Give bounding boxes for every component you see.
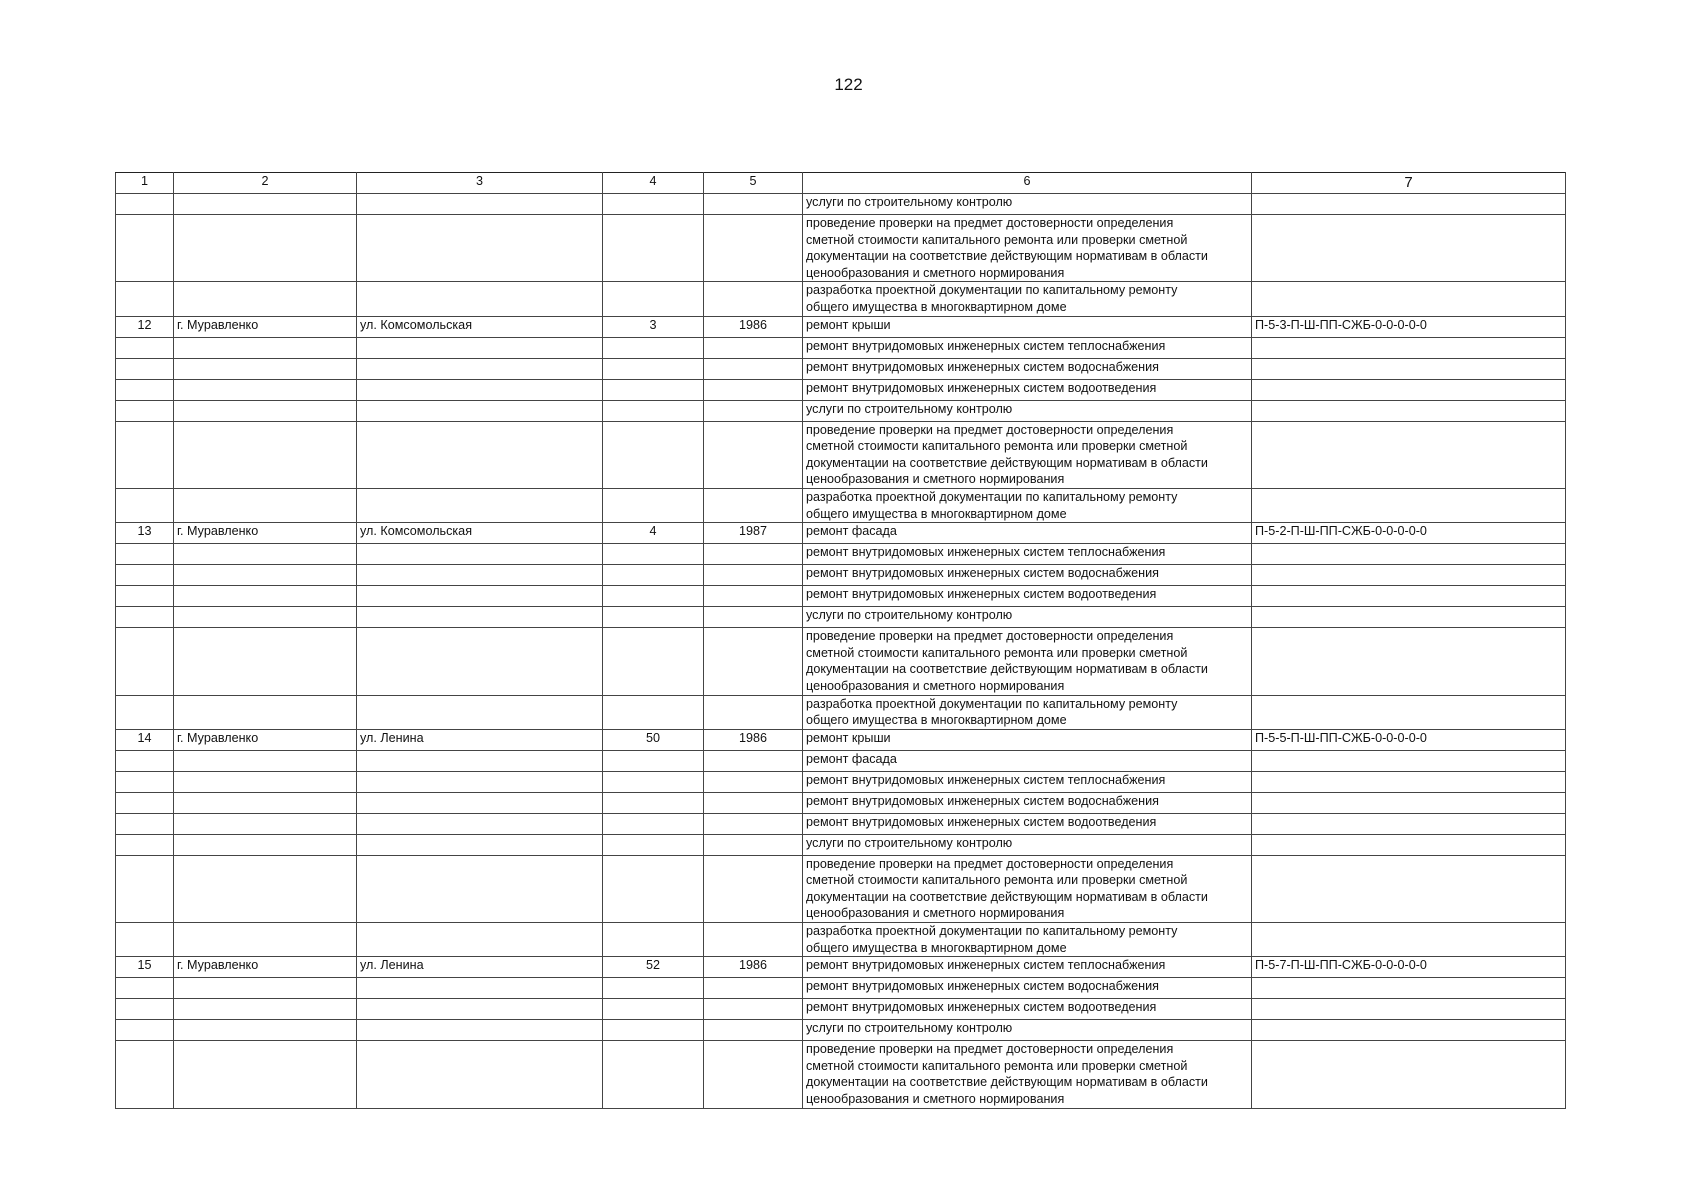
- house-number-cell: [603, 855, 704, 922]
- house-number-cell: 52: [603, 957, 704, 978]
- work-type-cell: услуги по строительному контролю: [803, 194, 1252, 215]
- work-type-cell: ремонт внутридомовых инженерных систем водоснабжения: [803, 358, 1252, 379]
- house-number-cell: [603, 813, 704, 834]
- house-code-cell: [1252, 282, 1566, 316]
- build-year-cell: [704, 750, 803, 771]
- build-year-cell: [704, 586, 803, 607]
- house-code-cell: [1252, 628, 1566, 695]
- work-type-cell: разработка проектной документации по капитальному ремонту общего имущества в многоквартирном доме: [803, 923, 1252, 957]
- house-number-cell: [603, 565, 704, 586]
- house-number-cell: [603, 488, 704, 522]
- city-cell: [174, 834, 357, 855]
- city-cell: [174, 628, 357, 695]
- header-row: [116, 173, 1566, 194]
- city-cell: [174, 607, 357, 628]
- city-cell: [174, 379, 357, 400]
- work-type-cell: ремонт внутридомовых инженерных систем теплоснабжения: [803, 544, 1252, 565]
- table-row: [116, 379, 1566, 400]
- street-cell: [357, 379, 603, 400]
- city-cell: [174, 544, 357, 565]
- table-row: [116, 400, 1566, 421]
- house-code-cell: [1252, 607, 1566, 628]
- house-code-cell: П-5-3-П-Ш-ПП-СЖБ-0-0-0-0-0: [1252, 316, 1566, 337]
- table-row: [116, 999, 1566, 1020]
- row-number-cell: 15: [116, 957, 174, 978]
- street-cell: [357, 607, 603, 628]
- row-number-cell: [116, 834, 174, 855]
- house-code-cell: [1252, 215, 1566, 282]
- work-type-cell: ремонт внутридомовых инженерных систем водоснабжения: [803, 792, 1252, 813]
- table-row: [116, 923, 1566, 957]
- house-number-cell: [603, 337, 704, 358]
- street-cell: [357, 628, 603, 695]
- street-cell: [357, 421, 603, 488]
- street-cell: ул. Ленина: [357, 729, 603, 750]
- city-cell: [174, 215, 357, 282]
- table-row: [116, 792, 1566, 813]
- build-year-cell: [704, 488, 803, 522]
- build-year-cell: 1987: [704, 523, 803, 544]
- row-number-cell: [116, 400, 174, 421]
- city-cell: [174, 282, 357, 316]
- table-row: [116, 565, 1566, 586]
- build-year-cell: 1986: [704, 316, 803, 337]
- row-number-cell: [116, 999, 174, 1020]
- city-cell: [174, 337, 357, 358]
- row-number-cell: [116, 421, 174, 488]
- street-cell: [357, 586, 603, 607]
- build-year-cell: [704, 999, 803, 1020]
- build-year-cell: [704, 978, 803, 999]
- city-cell: [174, 586, 357, 607]
- row-number-cell: [116, 923, 174, 957]
- house-number-cell: [603, 628, 704, 695]
- house-number-cell: [603, 586, 704, 607]
- row-number-cell: [116, 379, 174, 400]
- city-cell: [174, 978, 357, 999]
- row-number-cell: [116, 358, 174, 379]
- row-number-cell: [116, 978, 174, 999]
- work-type-cell: проведение проверки на предмет достоверности определения сметной стоимости капитального ремонта или проверки сметной документации на соответствие действующим нормативам в области ценообразования и сметного нормирования: [803, 215, 1252, 282]
- row-number-cell: [116, 215, 174, 282]
- table-row: [116, 194, 1566, 215]
- work-type-cell: проведение проверки на предмет достоверности определения сметной стоимости капитального ремонта или проверки сметной документации на соответствие действующим нормативам в области ценообразования и сметного нормирования: [803, 628, 1252, 695]
- work-type-cell: ремонт внутридомовых инженерных систем водоснабжения: [803, 978, 1252, 999]
- work-type-cell: услуги по строительному контролю: [803, 834, 1252, 855]
- table-row: [116, 771, 1566, 792]
- city-cell: [174, 421, 357, 488]
- work-type-cell: ремонт внутридомовых инженерных систем теплоснабжения: [803, 957, 1252, 978]
- city-cell: г. Муравленко: [174, 729, 357, 750]
- work-type-cell: услуги по строительному контролю: [803, 1020, 1252, 1041]
- house-number-cell: [603, 607, 704, 628]
- work-type-cell: услуги по строительному контролю: [803, 607, 1252, 628]
- table-row: [116, 544, 1566, 565]
- build-year-cell: 1986: [704, 957, 803, 978]
- table-row: [116, 855, 1566, 922]
- build-year-cell: [704, 792, 803, 813]
- street-cell: [357, 813, 603, 834]
- city-cell: [174, 813, 357, 834]
- house-code-cell: [1252, 544, 1566, 565]
- row-number-cell: [116, 628, 174, 695]
- street-cell: [357, 488, 603, 522]
- house-number-cell: [603, 695, 704, 729]
- row-number-cell: [116, 750, 174, 771]
- street-cell: [357, 1020, 603, 1041]
- table-row: [116, 978, 1566, 999]
- house-number-cell: 4: [603, 523, 704, 544]
- work-type-cell: ремонт внутридомовых инженерных систем водоотведения: [803, 813, 1252, 834]
- house-code-cell: [1252, 337, 1566, 358]
- house-code-cell: [1252, 400, 1566, 421]
- house-code-cell: [1252, 565, 1566, 586]
- column-header: 3: [357, 173, 603, 194]
- city-cell: [174, 1041, 357, 1108]
- street-cell: [357, 771, 603, 792]
- work-type-cell: разработка проектной документации по капитальному ремонту общего имущества в многоквартирном доме: [803, 695, 1252, 729]
- build-year-cell: [704, 1041, 803, 1108]
- table-row: [116, 729, 1566, 750]
- house-code-cell: [1252, 1020, 1566, 1041]
- city-cell: [174, 695, 357, 729]
- city-cell: г. Муравленко: [174, 316, 357, 337]
- street-cell: [357, 923, 603, 957]
- house-code-cell: [1252, 999, 1566, 1020]
- street-cell: [357, 855, 603, 922]
- city-cell: [174, 1020, 357, 1041]
- build-year-cell: 1986: [704, 729, 803, 750]
- table-row: [116, 421, 1566, 488]
- city-cell: [174, 855, 357, 922]
- build-year-cell: [704, 855, 803, 922]
- work-type-cell: услуги по строительному контролю: [803, 400, 1252, 421]
- build-year-cell: [704, 1020, 803, 1041]
- build-year-cell: [704, 813, 803, 834]
- table-row: [116, 215, 1566, 282]
- city-cell: [174, 400, 357, 421]
- work-type-cell: разработка проектной документации по капитальному ремонту общего имущества в многоквартирном доме: [803, 282, 1252, 316]
- house-code-cell: [1252, 750, 1566, 771]
- build-year-cell: [704, 544, 803, 565]
- row-number-cell: [116, 695, 174, 729]
- house-code-cell: [1252, 923, 1566, 957]
- row-number-cell: [116, 607, 174, 628]
- street-cell: ул. Ленина: [357, 957, 603, 978]
- table-row: [116, 337, 1566, 358]
- row-number-cell: [116, 855, 174, 922]
- street-cell: [357, 834, 603, 855]
- table-row: [116, 834, 1566, 855]
- house-code-cell: [1252, 358, 1566, 379]
- work-type-cell: ремонт внутридомовых инженерных систем теплоснабжения: [803, 337, 1252, 358]
- row-number-cell: 14: [116, 729, 174, 750]
- table-row: [116, 1041, 1566, 1108]
- street-cell: [357, 194, 603, 215]
- street-cell: [357, 400, 603, 421]
- house-number-cell: [603, 421, 704, 488]
- house-number-cell: [603, 978, 704, 999]
- build-year-cell: [704, 379, 803, 400]
- house-number-cell: [603, 999, 704, 1020]
- table-row: [116, 628, 1566, 695]
- table-row: [116, 813, 1566, 834]
- table-row: [116, 1020, 1566, 1041]
- city-cell: [174, 488, 357, 522]
- build-year-cell: [704, 695, 803, 729]
- row-number-cell: [116, 282, 174, 316]
- street-cell: [357, 544, 603, 565]
- house-code-cell: [1252, 379, 1566, 400]
- house-code-cell: П-5-7-П-Ш-ПП-СЖБ-0-0-0-0-0: [1252, 957, 1566, 978]
- street-cell: ул. Комсомольская: [357, 523, 603, 544]
- row-number-cell: [116, 771, 174, 792]
- city-cell: [174, 358, 357, 379]
- house-code-cell: [1252, 813, 1566, 834]
- house-number-cell: [603, 1020, 704, 1041]
- house-number-cell: [603, 544, 704, 565]
- work-type-cell: проведение проверки на предмет достоверности определения сметной стоимости капитального ремонта или проверки сметной документации на соответствие действующим нормативам в области ценообразования и сметного нормирования: [803, 1041, 1252, 1108]
- street-cell: [357, 695, 603, 729]
- house-number-cell: [603, 771, 704, 792]
- street-cell: [357, 999, 603, 1020]
- build-year-cell: [704, 358, 803, 379]
- row-number-cell: 13: [116, 523, 174, 544]
- house-number-cell: [603, 1041, 704, 1108]
- work-type-cell: ремонт внутридомовых инженерных систем теплоснабжения: [803, 771, 1252, 792]
- street-cell: [357, 1041, 603, 1108]
- column-header: 5: [704, 173, 803, 194]
- table-row: [116, 586, 1566, 607]
- house-number-cell: [603, 379, 704, 400]
- house-number-cell: [603, 750, 704, 771]
- city-cell: г. Муравленко: [174, 523, 357, 544]
- work-type-cell: разработка проектной документации по капитальному ремонту общего имущества в многоквартирном доме: [803, 488, 1252, 522]
- house-code-cell: [1252, 194, 1566, 215]
- city-cell: [174, 923, 357, 957]
- house-number-cell: [603, 282, 704, 316]
- street-cell: [357, 337, 603, 358]
- build-year-cell: [704, 607, 803, 628]
- house-number-cell: [603, 215, 704, 282]
- work-type-cell: ремонт крыши: [803, 316, 1252, 337]
- street-cell: [357, 215, 603, 282]
- house-number-cell: [603, 400, 704, 421]
- row-number-cell: [116, 565, 174, 586]
- column-header: 1: [116, 173, 174, 194]
- house-number-cell: 50: [603, 729, 704, 750]
- table-body: [116, 194, 1566, 1109]
- work-type-cell: ремонт внутридомовых инженерных систем водоотведения: [803, 586, 1252, 607]
- street-cell: [357, 792, 603, 813]
- street-cell: [357, 282, 603, 316]
- build-year-cell: [704, 282, 803, 316]
- column-header: 2: [174, 173, 357, 194]
- house-number-cell: [603, 792, 704, 813]
- work-type-cell: проведение проверки на предмет достоверности определения сметной стоимости капитального ремонта или проверки сметной документации на соответствие действующим нормативам в области ценообразования и сметного нормирования: [803, 855, 1252, 922]
- house-code-cell: [1252, 792, 1566, 813]
- street-cell: [357, 358, 603, 379]
- build-year-cell: [704, 194, 803, 215]
- row-number-cell: [116, 792, 174, 813]
- house-number-cell: [603, 834, 704, 855]
- house-number-cell: [603, 923, 704, 957]
- house-code-cell: [1252, 978, 1566, 999]
- house-number-cell: 3: [603, 316, 704, 337]
- build-year-cell: [704, 421, 803, 488]
- house-code-cell: [1252, 834, 1566, 855]
- street-cell: [357, 978, 603, 999]
- city-cell: [174, 194, 357, 215]
- row-number-cell: [116, 586, 174, 607]
- build-year-cell: [704, 215, 803, 282]
- house-number-cell: [603, 194, 704, 215]
- work-type-cell: ремонт фасада: [803, 750, 1252, 771]
- capital-repair-table: [115, 172, 1566, 1109]
- work-type-cell: ремонт внутридомовых инженерных систем водоснабжения: [803, 565, 1252, 586]
- row-number-cell: [116, 194, 174, 215]
- table-row: [116, 607, 1566, 628]
- table-row: [116, 316, 1566, 337]
- row-number-cell: [116, 488, 174, 522]
- table-row: [116, 488, 1566, 522]
- row-number-cell: [116, 1020, 174, 1041]
- house-code-cell: [1252, 1041, 1566, 1108]
- build-year-cell: [704, 834, 803, 855]
- table-row: [116, 957, 1566, 978]
- street-cell: [357, 565, 603, 586]
- work-type-cell: ремонт внутридомовых инженерных систем водоотведения: [803, 999, 1252, 1020]
- build-year-cell: [704, 771, 803, 792]
- table-row: [116, 282, 1566, 316]
- city-cell: [174, 771, 357, 792]
- build-year-cell: [704, 400, 803, 421]
- work-type-cell: ремонт фасада: [803, 523, 1252, 544]
- column-header: 4: [603, 173, 704, 194]
- build-year-cell: [704, 628, 803, 695]
- table-row: [116, 358, 1566, 379]
- house-code-cell: [1252, 421, 1566, 488]
- house-code-cell: [1252, 855, 1566, 922]
- table-row: [116, 750, 1566, 771]
- row-number-cell: [116, 337, 174, 358]
- work-type-cell: проведение проверки на предмет достоверности определения сметной стоимости капитального ремонта или проверки сметной документации на соответствие действующим нормативам в области ценообразования и сметного нормирования: [803, 421, 1252, 488]
- column-header: 6: [803, 173, 1252, 194]
- build-year-cell: [704, 565, 803, 586]
- table-row: [116, 523, 1566, 544]
- work-type-cell: ремонт крыши: [803, 729, 1252, 750]
- row-number-cell: [116, 544, 174, 565]
- street-cell: ул. Комсомольская: [357, 316, 603, 337]
- table-row: [116, 695, 1566, 729]
- row-number-cell: [116, 813, 174, 834]
- row-number-cell: [116, 1041, 174, 1108]
- house-code-cell: П-5-5-П-Ш-ПП-СЖБ-0-0-0-0-0: [1252, 729, 1566, 750]
- column-header: 7: [1252, 173, 1566, 194]
- house-code-cell: [1252, 586, 1566, 607]
- house-code-cell: [1252, 771, 1566, 792]
- city-cell: [174, 565, 357, 586]
- work-type-cell: ремонт внутридомовых инженерных систем водоотведения: [803, 379, 1252, 400]
- city-cell: [174, 750, 357, 771]
- street-cell: [357, 750, 603, 771]
- city-cell: [174, 999, 357, 1020]
- city-cell: [174, 792, 357, 813]
- page-number: 122: [834, 75, 863, 94]
- row-number-cell: 12: [116, 316, 174, 337]
- house-code-cell: [1252, 695, 1566, 729]
- build-year-cell: [704, 923, 803, 957]
- house-code-cell: П-5-2-П-Ш-ПП-СЖБ-0-0-0-0-0: [1252, 523, 1566, 544]
- build-year-cell: [704, 337, 803, 358]
- city-cell: г. Муравленко: [174, 957, 357, 978]
- house-code-cell: [1252, 488, 1566, 522]
- house-number-cell: [603, 358, 704, 379]
